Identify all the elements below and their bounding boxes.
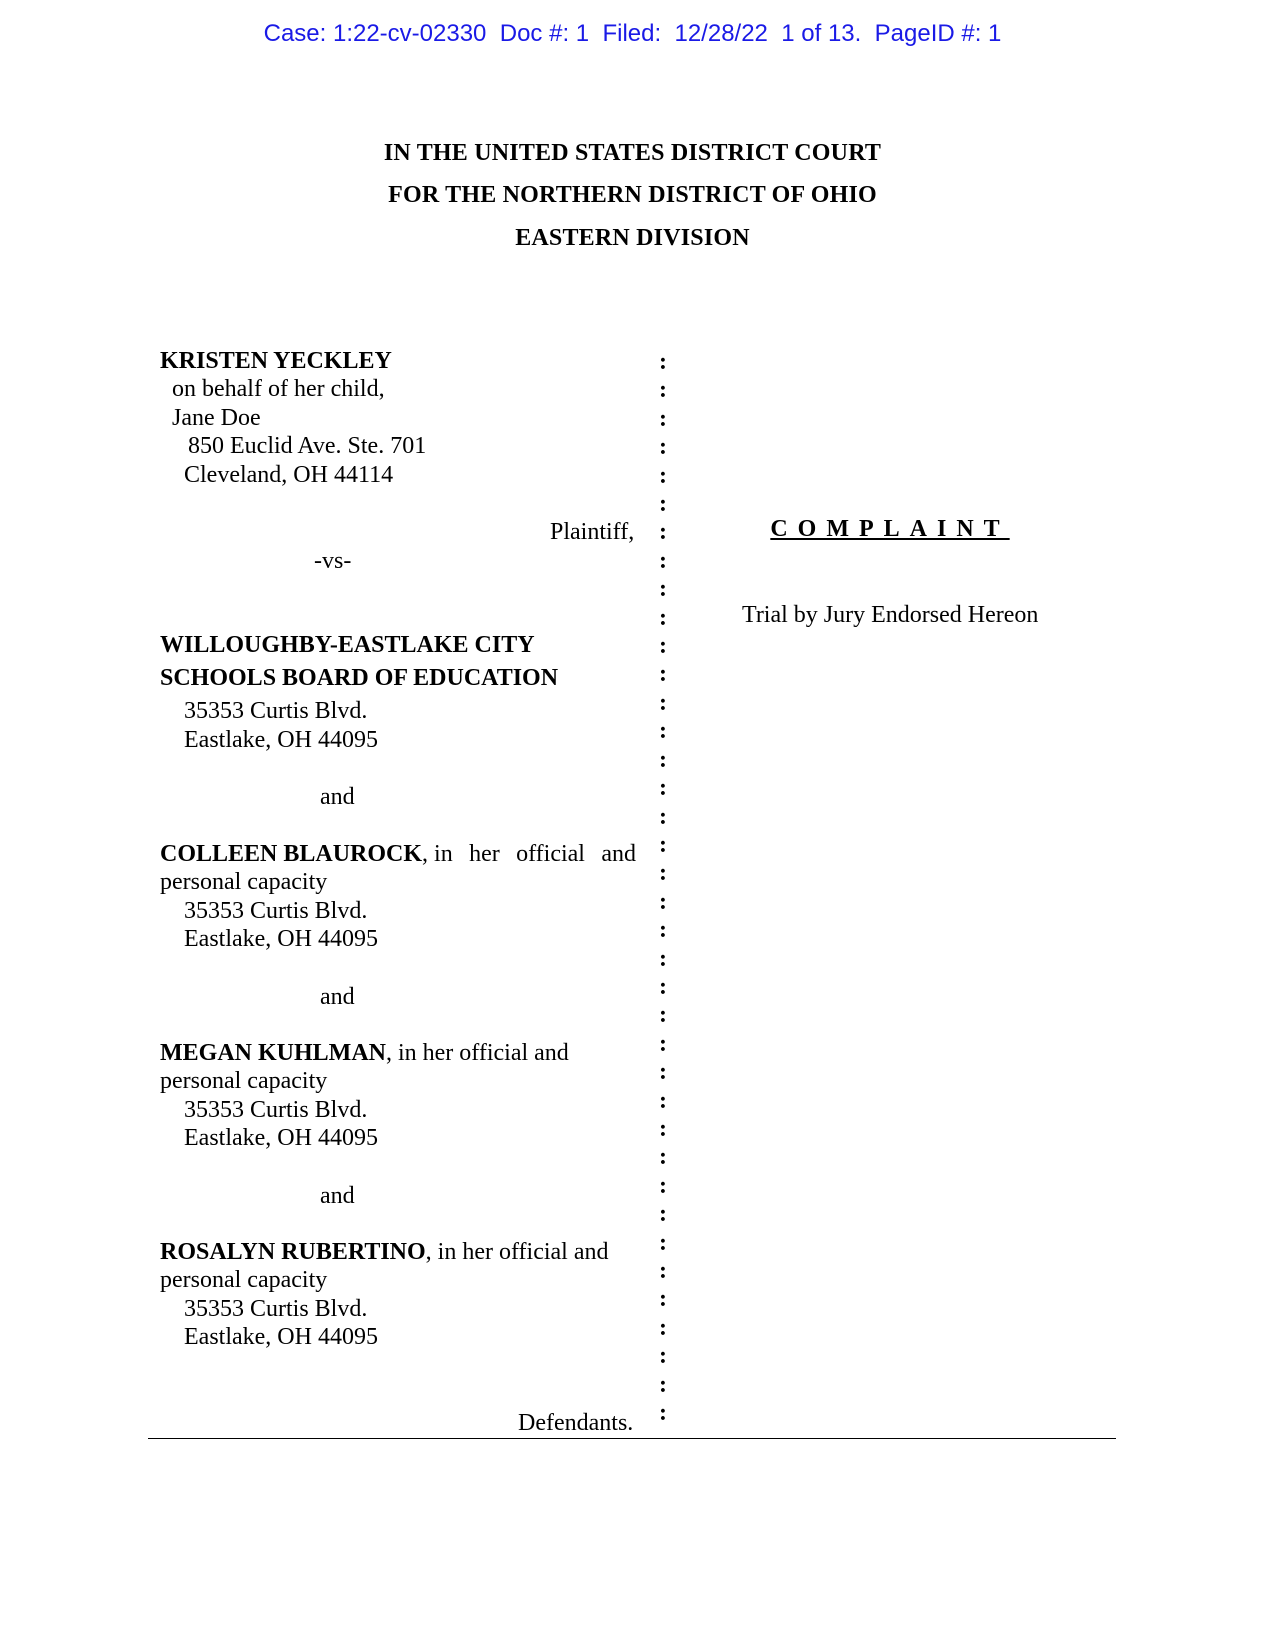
defendant-blaurock-address-line2: Eastlake, OH 44095 [184,926,378,952]
plaintiff-name: KRISTEN YECKLEY [160,348,392,374]
plaintiff-role: Plaintiff, [550,519,635,545]
jury-demand-notice: Trial by Jury Endorsed Hereon [742,602,1039,628]
defendant-board-line1: WILLOUGHBY-EASTLAKE CITY [160,632,535,658]
court-name-line2: FOR THE NORTHERN DISTRICT OF OHIO [388,182,877,208]
complaint-title: COMPLAINT [770,516,1010,542]
case-header: Case: 1:22-cv-02330 Doc #: 1 Filed: 12/28/22 1 of 13. PageID #: 1 [263,20,1002,47]
defendant-rubertino-name: ROSALYN RUBERTINO [160,1239,426,1265]
plaintiff-address-line1: 850 Euclid Ave. Ste. 701 [188,433,427,459]
plaintiff-address-line2: Cleveland, OH 44114 [184,462,394,488]
defendant-blaurock-address-line1: 35353 Curtis Blvd. [184,898,368,924]
plaintiff-behalf: on behalf of her child, [172,376,385,402]
defendant-kuhlman-address-line2: Eastlake, OH 44095 [184,1125,378,1151]
and-separator: and [320,784,355,810]
and-separator: and [320,984,355,1010]
caption-bottom-rule [148,1438,1116,1439]
defendant-kuhlman-address-line1: 35353 Curtis Blvd. [184,1097,368,1123]
versus-label: -vs- [314,548,352,574]
and-separator: and [320,1183,355,1209]
defendant-rubertino-address-line1: 35353 Curtis Blvd. [184,1296,368,1322]
caption-colon-divider: : : : : : : : : : : : : : : : : : : : : : : : : : : : : : : : : : : : : : : [659,349,667,1427]
defendant-board-address-line2: Eastlake, OH 44095 [184,727,378,753]
defendant-rubertino-capacity-line1: ROSALYN RUBERTINO, in her official and [160,1239,609,1265]
plaintiff-child: Jane Doe [172,405,261,431]
defendant-kuhlman-name: MEGAN KUHLMAN [160,1040,386,1066]
defendant-blaurock-name: COLLEEN BLAUROCK [160,841,423,867]
court-name-line1: IN THE UNITED STATES DISTRICT COURT [383,140,882,166]
defendants-role: Defendants. [518,1410,634,1436]
defendant-kuhlman-capacity-line1: MEGAN KUHLMAN, in her official and [160,1040,569,1066]
defendant-board-address-line1: 35353 Curtis Blvd. [184,698,368,724]
defendant-board-line2: SCHOOLS BOARD OF EDUCATION [160,665,559,691]
defendant-rubertino-address-line2: Eastlake, OH 44095 [184,1324,378,1350]
defendant-kuhlman-capacity-line2: personal capacity [160,1068,328,1094]
court-division: EASTERN DIVISION [515,225,750,251]
defendant-rubertino-capacity-line2: personal capacity [160,1267,328,1293]
defendant-blaurock-capacity-line2: personal capacity [160,869,328,895]
defendant-blaurock-capacity-line1: COLLEEN BLAUROCK, in her official and [160,841,636,867]
